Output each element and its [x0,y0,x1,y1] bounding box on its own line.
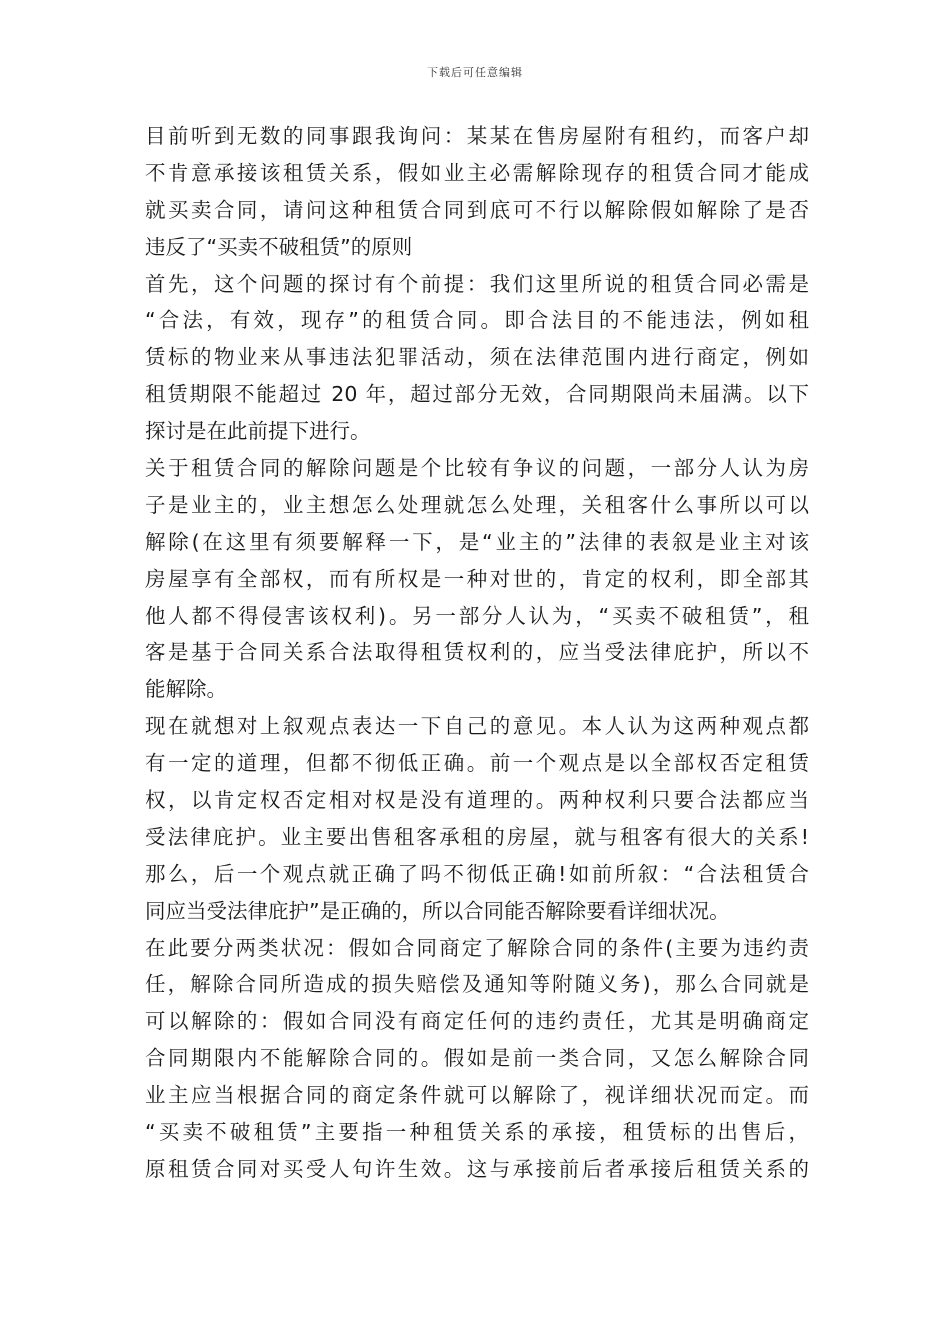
text-line: 受法律庇护。业主要出售租客承租的房屋，就与租客有很大的关系! [145,824,809,849]
document-body [145,118,809,1188]
text-line: “合法，有效，现存”的租赁合同。即合法目的不能违法，例如租 [145,308,809,333]
text-line: 目前听到无数的同事跟我询问：某某在售房屋附有租约，而客户却 [145,124,809,148]
text-line: 就买卖合同，请问这种租赁合同到底可不行以解除假如解除了是否 [145,197,809,222]
text-line: 有一定的道理，但都不彻低正确。前一个观点是以全部权否定租赁 [145,751,809,776]
text-line: 在此要分两类状况：假如合同商定了解除合同的条件(主要为违约责 [145,935,809,960]
text-line: 业主应当根据合同的商定条件就可以解除了，视详细状况而定。而 [145,1083,809,1108]
text-line: 探讨是在此前提下进行。 [145,419,371,444]
text-line: 赁标的物业来从事违法犯罪活动，须在法律范围内进行商定，例如 [145,345,809,370]
text-line: 首先，这个问题的探讨有个前提：我们这里所说的租赁合同必需是 [145,271,809,296]
text-line: 原租赁合同对买受人句许生效。这与承接前后者承接后租赁关系的 [145,1156,809,1181]
text-line: 房屋享有全部权，而有所权是一种对世的，肯定的权利，即全部其 [145,566,809,591]
text-line: 客是基于合同关系合法取得租赁权利的，应当受法律庇护，所以不 [145,640,809,665]
text-line: 合同期限内不能解除合同的。假如是前一类合同，又怎么解除合同 [145,1046,809,1071]
text-line: 不肯意承接该租赁关系，假如业主必需解除现存的租赁合同才能成 [145,160,809,185]
text-line: 子是业主的，业主想怎么处理就怎么处理，关租客什么事所以可以 [145,492,809,517]
text-line: 可以解除的：假如合同没有商定任何的违约责任，尤其是明确商定 [145,1009,809,1034]
text-line: 他人都不得侵害该权利)。另一部分人认为，“买卖不破租赁”，租 [145,603,809,628]
text-line: 那么，后一个观点就正确了吗不彻低正确!如前所叙：“合法租赁合 [145,861,809,886]
text-line: 违反了“买卖不破租赁”的原则 [145,234,413,259]
text-line: “买卖不破租赁”主要指一种租赁关系的承接，租赁标的出售后， [145,1120,809,1145]
page-header: 下载后可任意编辑 [427,66,523,79]
text-line: 解除(在这里有须要解释一下，是“业主的”法律的表叙是业主对该 [145,529,809,554]
text-line: 能解除。 [145,677,227,702]
text-line: 现在就想对上叙观点表达一下自己的意见。本人认为这两种观点都 [145,714,809,739]
text-line: 同应当受法律庇护”是正确的，所以合同能否解除要看详细状况。 [145,898,730,923]
text-line: 权，以肯定权否定相对权是没有道理的。两种权利只要合法都应当 [145,788,809,813]
text-line: 租赁期限不能超过 20 年，超过部分无效，合同期限尚未届满。以下 [145,382,809,407]
text-line: 任，解除合同所造成的损失赔偿及通知等附随义务)，那么合同就是 [145,972,809,997]
text-line: 关于租赁合同的解除问题是个比较有争议的问题，一部分人认为房 [145,456,809,481]
